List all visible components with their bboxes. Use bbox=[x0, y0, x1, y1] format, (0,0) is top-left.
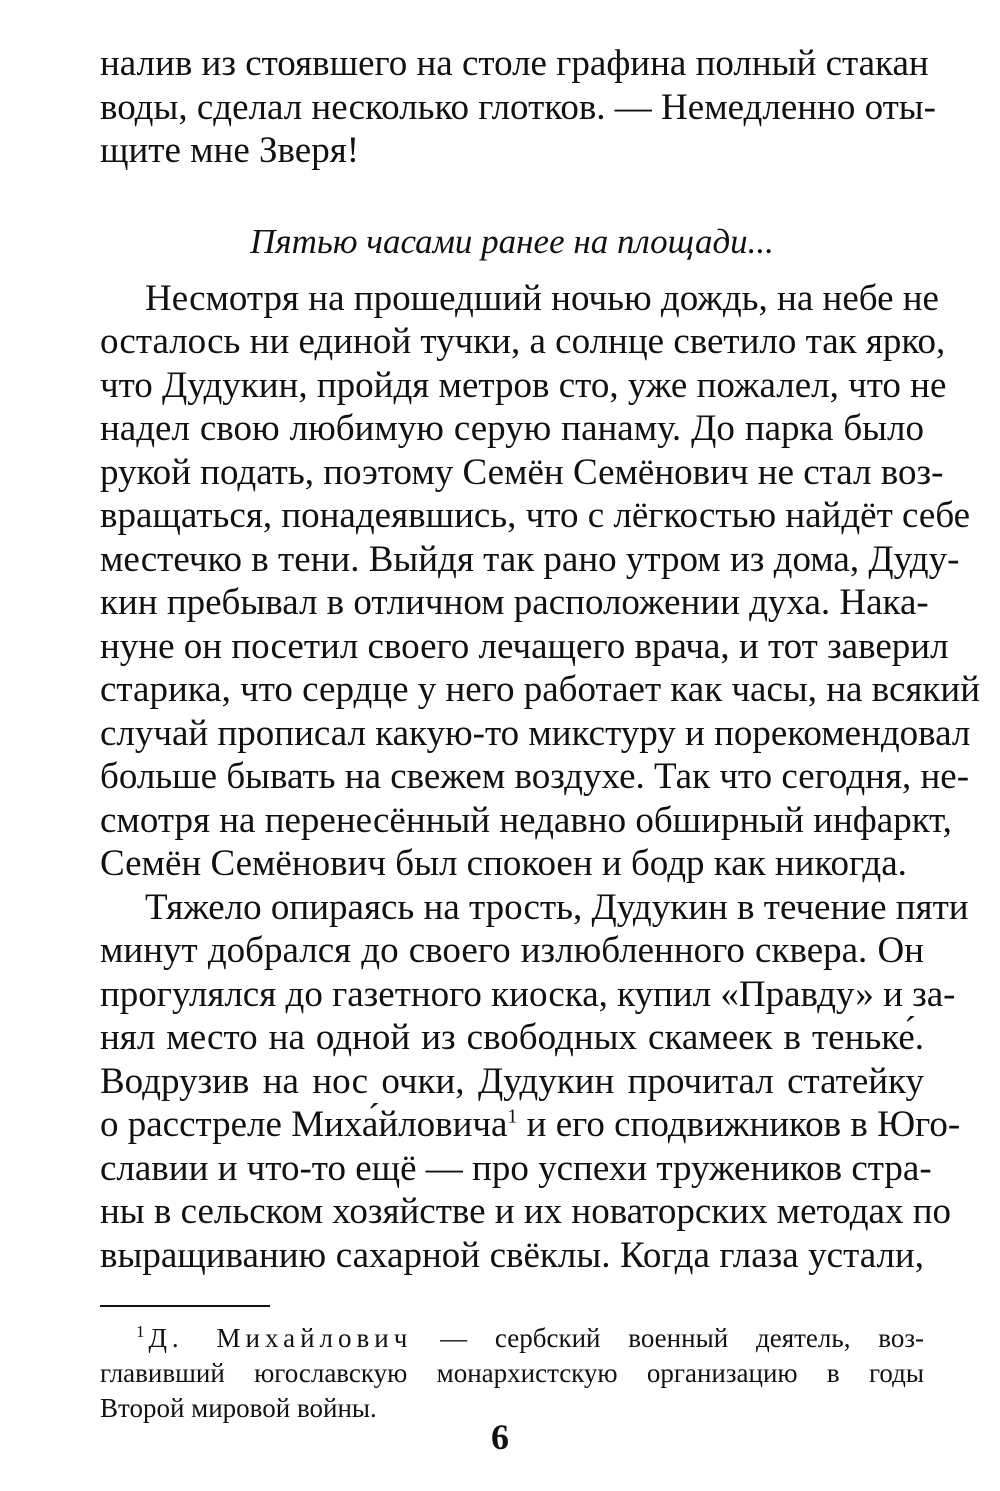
paragraph-2 bbox=[100, 886, 969, 1278]
footnote bbox=[100, 1321, 924, 1426]
footnote-reference: 1 bbox=[507, 1105, 518, 1128]
section-heading: Пятью часами ранее на площади... bbox=[250, 221, 774, 261]
text-line: смотря на перенесённый недавно обширный инфаркт, bbox=[100, 799, 952, 841]
text-line: Водрузив на нос очки, Дудукин прочитал статейку bbox=[100, 1060, 924, 1102]
text-line: вращаться, понадеявшись, что с лёгкостью найдёт себе bbox=[100, 495, 971, 536]
text-line: старика, что сердце у него работает как часы, на всякий bbox=[100, 669, 980, 710]
text-line: нял место на одной из свободных скамеек в теньке́. bbox=[100, 1017, 924, 1058]
text-line: воды, сделал несколько глотков. — Немедленно оты- bbox=[100, 86, 936, 128]
text-line: рукой подать, поэтому Семён Семёнович не стал воз- bbox=[100, 451, 944, 493]
footnote-text: — сербский военный деятель, воз- bbox=[412, 1323, 924, 1353]
text-fragment: о расстреле Миха́йловича bbox=[100, 1104, 508, 1145]
text-line: осталось ни единой тучки, а солнце светило так ярко, bbox=[100, 321, 946, 362]
footnote-name: Д. Михайлович bbox=[148, 1323, 413, 1353]
text-line: случай прописал какую-то микстуру и порекомендовал bbox=[100, 712, 971, 754]
text-line-with-footnote bbox=[100, 1103, 961, 1147]
text-line: минут добрался до своего излюбленного сквера. Он bbox=[100, 930, 924, 971]
text-line: Тяжело опираясь на трость, Дудукин в течение пяти bbox=[145, 886, 969, 928]
paragraph-1 bbox=[100, 277, 980, 886]
footnote-line bbox=[100, 1321, 924, 1356]
text-line: что Дудукин, пройдя метров сто, уже пожалел, что не bbox=[100, 364, 947, 406]
text-line: Семён Семёнович был спокоен и бодр как никогда. bbox=[100, 843, 907, 884]
footnote-line: главивший югославскую монархистскую организацию в годы bbox=[100, 1358, 924, 1388]
text-line: выращиванию сахарной свёклы. Когда глаза устали, bbox=[100, 1234, 924, 1276]
page-number: 6 bbox=[491, 1417, 509, 1457]
text-fragment: и его сподвижников в Юго- bbox=[517, 1104, 961, 1145]
text-line: надел свою любимую серую панаму. До парка было bbox=[100, 408, 924, 449]
book-page bbox=[100, 42, 980, 1426]
text-line: местечко в тени. Выйдя так рано утром из дома, Дуду- bbox=[100, 538, 960, 580]
footnote-line: Второй мировой войны. bbox=[100, 1393, 377, 1423]
spacer bbox=[100, 173, 924, 217]
footnote-marker: 1 bbox=[136, 1322, 145, 1341]
text-line: щите мне Зверя! bbox=[100, 130, 360, 171]
text-line: нуне он посетил своего лечащего врача, и тот заверил bbox=[100, 625, 949, 667]
text-line: славии и что-то ещё — про успехи тружеников стра- bbox=[100, 1147, 932, 1189]
opening-paragraph bbox=[100, 42, 936, 173]
text-line: ны в сельском хозяйстве и их новаторских методах по bbox=[100, 1191, 952, 1232]
text-line: кин пребывал в отличном расположении духа. Нака- bbox=[100, 582, 929, 623]
footnote-divider bbox=[100, 1305, 270, 1307]
text-line: прогулялся до газетного киоска, купил «Правду» и за- bbox=[100, 973, 956, 1015]
text-line: налив из стоявшего на столе графина полный стакан bbox=[100, 43, 929, 84]
text-line: Несмотря на прошедший ночью дождь, на небе не bbox=[145, 277, 939, 319]
text-line: больше бывать на свежем воздухе. Так что сегодня, не- bbox=[100, 756, 970, 797]
